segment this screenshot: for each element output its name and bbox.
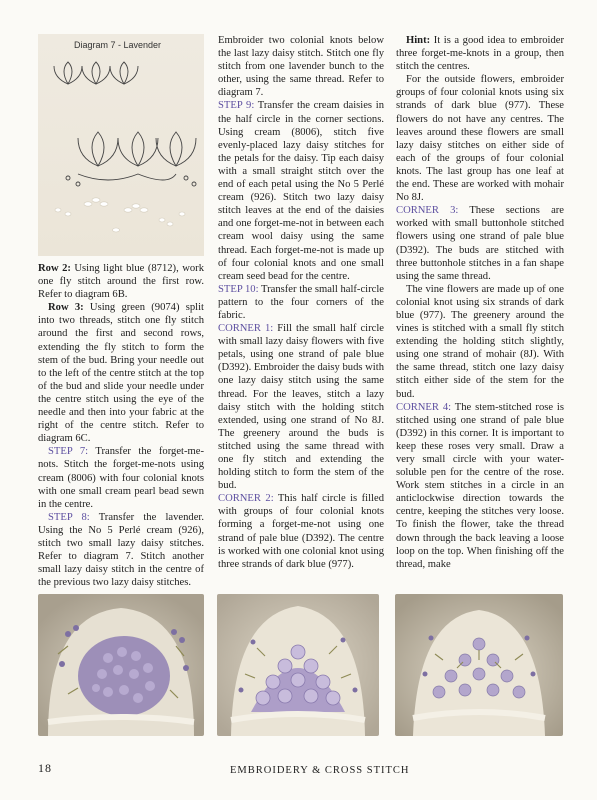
corner-3-buttonhole-embroidery-photo	[395, 594, 563, 736]
paragraph	[396, 283, 564, 401]
paragraph-text: This half circle is filled with groups of four colonial knots forming a forget-me-not using one strand of pale blue (D392). The centre is worked with one colonial knot using three strands of dark blue (977).	[218, 493, 384, 570]
text-column-2	[218, 34, 384, 571]
paragraph	[396, 73, 564, 204]
text-column-3	[396, 34, 564, 571]
diagram-7-lavender	[38, 34, 204, 256]
paragraph	[218, 283, 384, 322]
step-heading: STEP 7:	[48, 446, 89, 458]
text-column-1	[38, 262, 204, 589]
row-label: Row 2:	[38, 263, 71, 274]
magazine-name: EMBROIDERY & CROSS STITCH	[230, 765, 410, 776]
step-heading: STEP 9:	[218, 100, 255, 112]
paragraph-text: Transfer the forget-me-nots. Stitch the forget-me-nots using cream (8006) with four colonial knots with one small cream pearl bead sewn in the centre.	[38, 446, 204, 510]
lavender-diagram-illustration	[38, 34, 204, 256]
paragraph	[218, 322, 384, 492]
corner-heading: CORNER 4:	[396, 401, 452, 413]
corner-heading: CORNER 1:	[218, 323, 274, 335]
page-number: 18	[38, 761, 52, 775]
paragraph	[218, 99, 384, 282]
paragraph-text: Using light blue (8712), work one fly stitch around the first row. Refer to diagram 6B.	[38, 263, 204, 301]
corner-4-rose-embroidery-photo	[217, 594, 379, 736]
corner-heading: CORNER 2:	[218, 493, 274, 505]
paragraph-text: The stem-stitched rose is stitched using one strand of pale blue (D392) in this corner. It is important to keep these roses very small. Draw a very small circle with your water-soluble pen for the centre of the rose. Work stem stitches in a circle in an anticlockwise direction towards the centre, keeping the stitches very loose. To finish the flower, take the thread down through the back leaving a loose loop on the top. When finishing off the thread, make	[396, 401, 565, 570]
paragraph-text: Transfer the lavender. Using the No 5 Perlé cream (926), stitch two small lazy daisy stitches. Refer to diagram 7. Stitch another small lazy daisy stitch in the centre of the previous two lazy daisy stitches.	[38, 511, 204, 589]
corner-2-embroidery-photo	[38, 594, 204, 736]
paragraph	[396, 204, 564, 283]
paragraph	[218, 34, 384, 99]
paragraph	[396, 34, 564, 73]
step-heading: STEP 8:	[48, 511, 90, 523]
paragraph	[218, 492, 384, 571]
paragraph-text: Fill the small half circle with small lazy daisy flowers with five petals, using one strand of pale blue (D392). Embroider the daisy buds with one lazy daisy stitch using the same thread. For the leaves, stitch a lazy daisy stitch with the holding stitch extended, using one strand of No 8J. The greenery around the buds is stitched using the same thread with one fly stitch and extending the holding stitch to form the stem of the bud.	[218, 323, 384, 492]
paragraph-text: Using green (9074) split into two threads, stitch one fly stitch around the first and second rows, extending the fly stitch to form the stem of the bud. Bring your needle out to the left of the centre stitch at the top of the bud and slide your needle under the centre stitch using the eye of the needle and then into your fabric at the right of the centre stitch. Refer to diagram 6C.	[38, 302, 204, 445]
paragraph	[38, 301, 204, 445]
paragraph-text: Transfer the small half-circle pattern to the four corners of the fabric.	[218, 283, 384, 321]
paragraph-text: For the outside flowers, embroider groups of four colonial knots using six strands of dark blue (977). These flowers do not have any centres. The leaves around these flowers are small lazy daisy stitches on either side of each of the groups of four colonial knots. The last group has one leaf at the end. These are worked with mohair No 8J.	[396, 74, 564, 204]
paragraph-text: The vine flowers are made up of one colonial knot using six strands of dark blue (977). The greenery around the vines is stitched with a small fly stitch extending the holding stitch slightly, using one strand of mohair (8J). With the same thread, stitch one lazy daisy stitch either side of the stem for the bud.	[396, 283, 564, 400]
paragraph	[38, 511, 204, 590]
hint-label: Hint:	[406, 35, 431, 46]
paragraph	[38, 445, 204, 510]
paragraph	[396, 401, 564, 571]
paragraph	[38, 262, 204, 301]
corner-heading: CORNER 3:	[396, 205, 459, 217]
diagram-title: Diagram 7 - Lavender	[74, 40, 162, 50]
paragraph-text: These sections are worked with small buttonhole stitched flowers using one strand of pale blue (D392). The buds are stitched with three buttonhole stitches in a fan shape using the same thread.	[396, 205, 564, 282]
paragraph-text: Transfer the cream daisies in the half circle in the corner sections. Using cream (8006), stitch five evenly-placed lazy daisy stitches for the petals for the daisy. Tip each daisy with a small straight stitch over the end of each petal using the No 5 Perlé cream (926). Stitch two lazy daisy stitch leaves at the end of the daisies and one forget-me-not in between each cream wool daisy using the same thread. Each forget-me-not is made up of four colonial knots and one small cream seed bead for the centre.	[218, 100, 384, 282]
step-heading: STEP 10:	[218, 283, 259, 295]
paragraph-text: It is a good idea to embroider three forget-me-knots in a group, then stitch the centres.	[396, 35, 564, 73]
paragraph-text: Embroider two colonial knots below the last lazy daisy stitch. Stitch one fly stitch from one lavender bunch to the other, using the same thread. Refer to diagram 7.	[218, 35, 384, 99]
row-label: Row 3:	[48, 302, 84, 314]
